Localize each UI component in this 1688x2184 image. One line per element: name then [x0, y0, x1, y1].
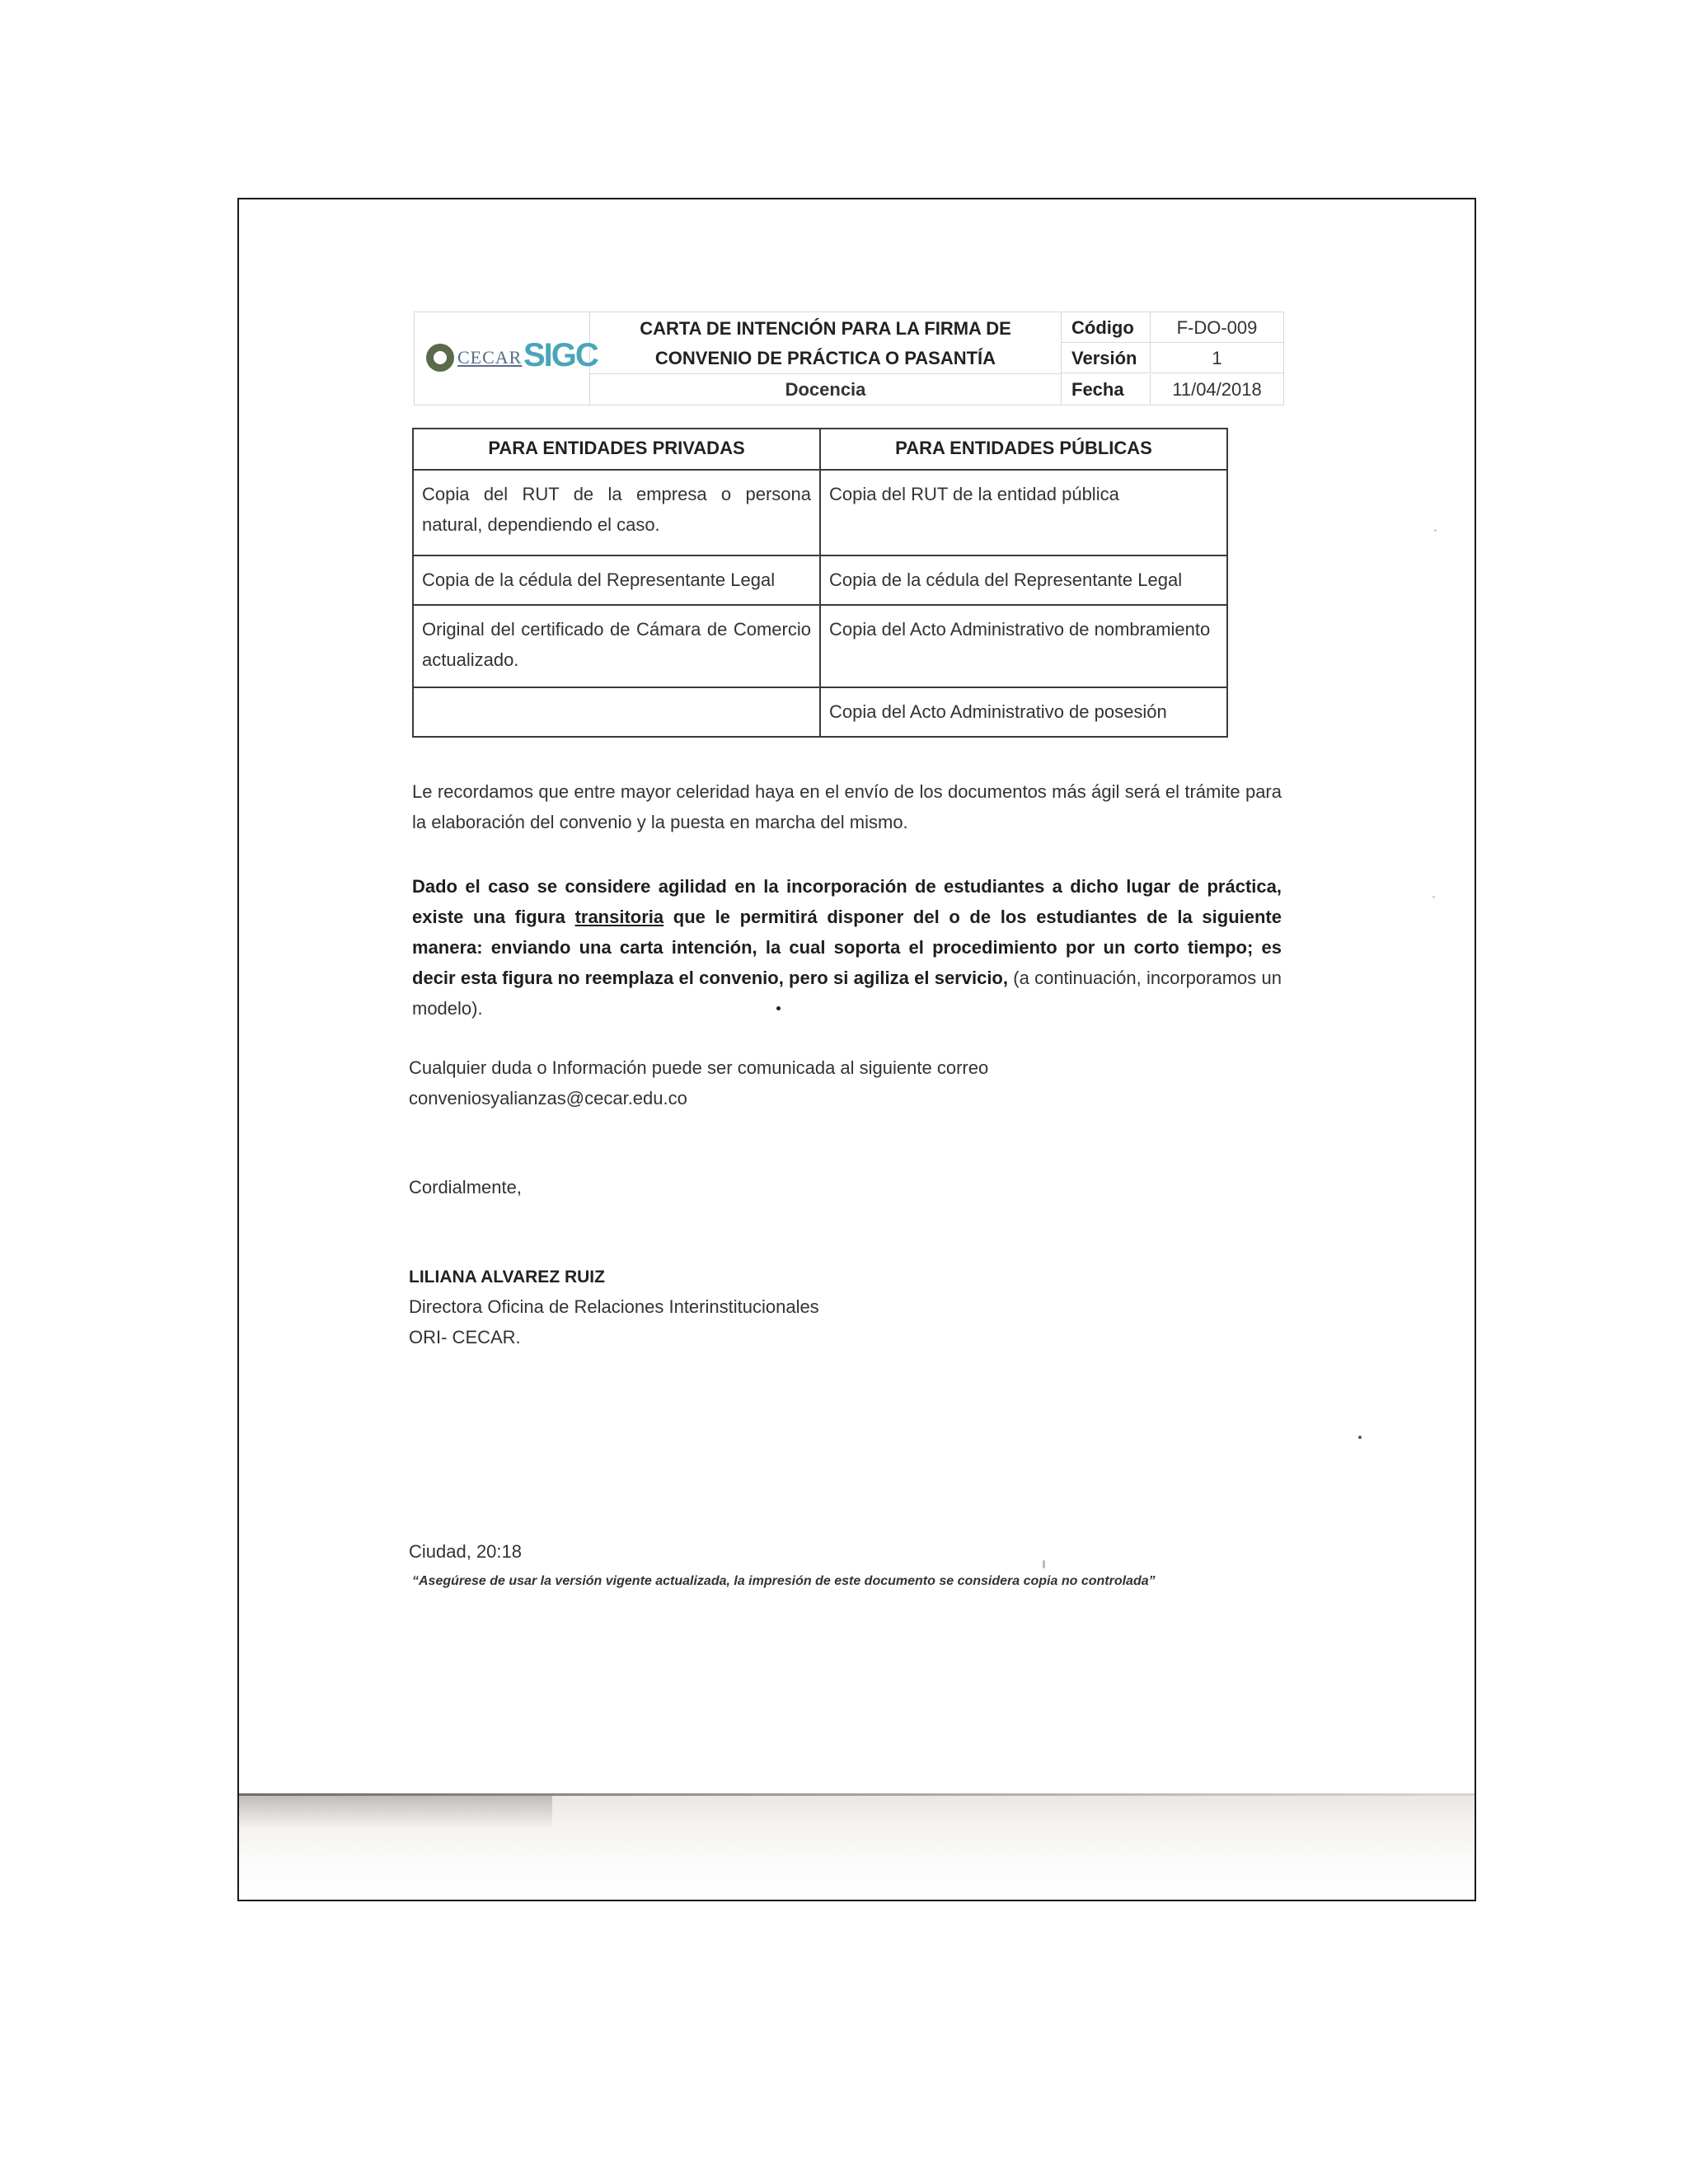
scan-edge-shadow	[239, 1796, 552, 1829]
private-requirement: Copia de la cédula del Representante Legal	[413, 555, 820, 605]
transitional-figure-paragraph	[412, 871, 1282, 1024]
contact-email: conveniosyalianzas@cecar.edu.co	[409, 1088, 687, 1108]
table-row	[413, 470, 1227, 555]
code-value: F-DO-009	[1151, 312, 1283, 343]
date-value: 11/04/2018	[1172, 379, 1262, 400]
scanned-page	[237, 198, 1476, 1901]
table-header-row	[413, 429, 1227, 470]
signer-name: LILIANA ALVAREZ RUIZ	[409, 1268, 605, 1286]
scan-speck	[1043, 1560, 1045, 1568]
document-header	[414, 312, 1284, 405]
private-requirement	[413, 687, 820, 737]
paragraph-bold-body: que le permitirá disponer del o de los estudiantes de la siguiente manera: enviando una carta intención, la cual soporta el procedimiento por un corto tiempo; es decir esta figura no reemplaza el convenio, pero si agiliza el servicio,	[412, 907, 1282, 988]
header-public-entities: PARA ENTIDADES PÚBLICAS	[820, 429, 1227, 470]
reminder-paragraph: Le recordamos que entre mayor celeridad haya en el envío de los documentos más ágil será el trámite para la elaboración del convenio y la puesta en marcha del mismo.	[412, 781, 1282, 832]
version-label: Versión	[1062, 343, 1151, 373]
closing: Cordialmente,	[409, 1177, 522, 1197]
signer-organization: ORI- CECAR.	[409, 1327, 521, 1347]
document-title	[590, 312, 1062, 374]
table-row	[413, 687, 1227, 737]
requirements-table	[412, 428, 1228, 738]
table-row	[413, 605, 1227, 687]
public-requirement: Copia del RUT de la entidad pública	[820, 470, 1227, 555]
scan-speck	[1432, 896, 1435, 898]
logo-sigc-text: SIGC	[523, 337, 598, 373]
logo-cecar-text: CECAR	[457, 347, 523, 368]
code-label: Código	[1062, 312, 1151, 343]
private-requirement: Original del certificado de Cámara de Comercio actualizado.	[413, 605, 820, 687]
public-requirement: Copia del Acto Administrativo de nombramiento	[820, 605, 1227, 687]
scan-speck	[776, 1006, 781, 1010]
table-row	[413, 555, 1227, 605]
controlled-copy-note: “Asegúrese de usar la versión vigente actualizada, la impresión de este documento se considera copia no controlada”	[412, 1574, 1156, 1588]
header-private-entities: PARA ENTIDADES PRIVADAS	[413, 429, 820, 470]
version-value: 1	[1151, 343, 1283, 373]
scan-speck	[1358, 1436, 1362, 1439]
title-line-2: CONVENIO DE PRÁCTICA O PASANTÍA	[654, 348, 996, 368]
paragraph-tail: (a continuación, incorporamos un modelo).	[412, 968, 1282, 1019]
public-requirement: Copia de la cédula del Representante Legal	[820, 555, 1227, 605]
contact-line: Cualquier duda o Información puede ser comunicada al siguiente correo	[409, 1057, 989, 1078]
date-label: Fecha	[1062, 374, 1151, 405]
logo-emblem-icon	[426, 344, 454, 372]
document-area: Docencia	[590, 374, 1062, 405]
signer-role: Directora Oficina de Relaciones Interinstitucionales	[409, 1296, 819, 1317]
logo-cell	[415, 312, 598, 405]
public-requirement: Copia del Acto Administrativo de posesión	[820, 687, 1227, 737]
cecar-sigc-logo	[426, 335, 598, 382]
scan-speck	[1434, 529, 1437, 532]
paragraph-bold-lead: Dado el caso se considere agilidad en la incorporación de estudiantes a dicho lugar de práctica, existe una figura	[412, 876, 1282, 927]
private-requirement: Copia del RUT de la empresa o persona natural, dependiendo el caso.	[413, 470, 820, 555]
place-date: Ciudad, 20:18	[409, 1541, 522, 1562]
underlined-word: transitoria	[574, 907, 664, 927]
title-line-1: CARTA DE INTENCIÓN PARA LA FIRMA DE	[640, 318, 1011, 339]
